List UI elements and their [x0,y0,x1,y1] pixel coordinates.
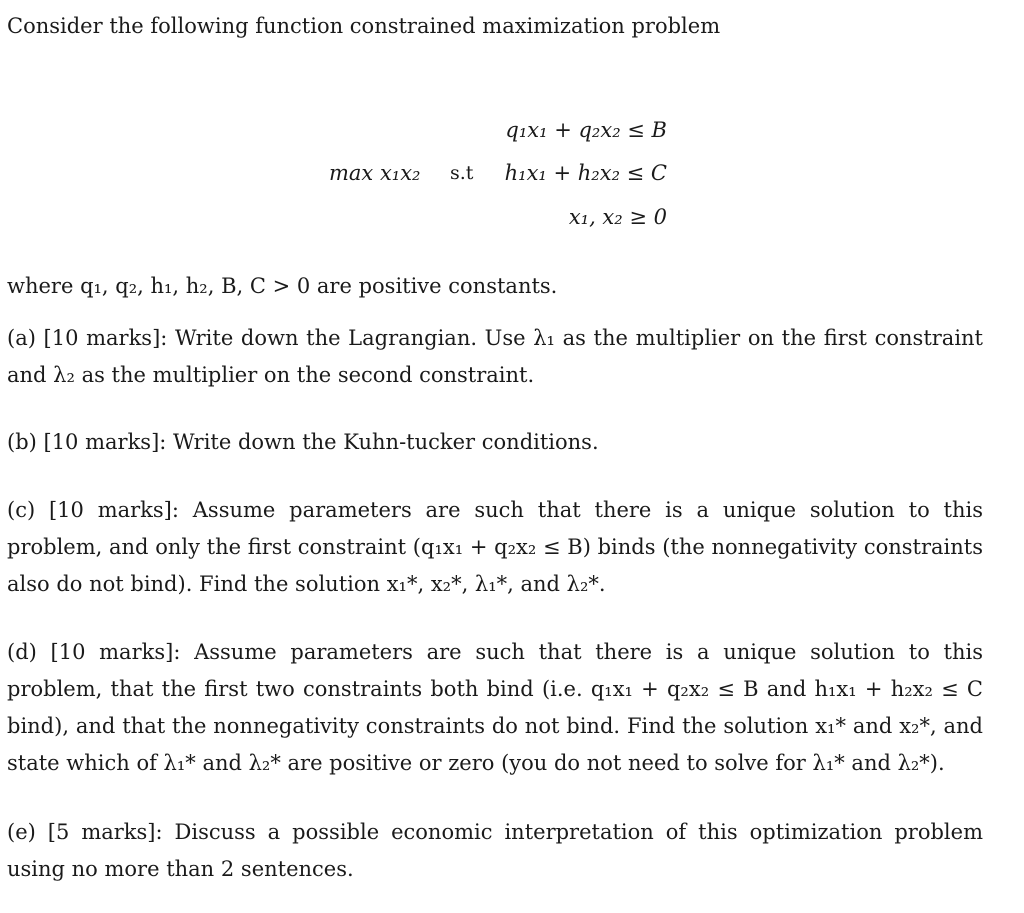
intro-text: Consider the following function constrained maximization problem [7,14,721,38]
where-statement: where q₁, q₂, h₁, h₂, B, C > 0 are positive constants. [7,274,558,298]
question-part-b: (b) [10 marks]: Write down the Kuhn-tucker conditions. [7,430,599,454]
constraint-budget-1: q₁x₁ + q₂x₂ ≤ B [505,118,667,142]
question-part-e: (e) [5 marks]: Discuss a possible economic interpretation of this optimization problem using no more than 2 sentences. [7,820,983,881]
question-part-d: (d) [10 marks]: Assume parameters are such that there is a unique solution to this problem, that the first two constraints both bind (i.e. q₁x₁ + q₂x₂ ≤ B and h₁x₁ + h₂x₂ ≤ C bind), and that the nonnegativity constraints do not bind. Find the solution x₁* and x₂*, and state which of λ₁* and λ₂* are positive or zero (you do not need to solve for λ₁* and λ₂*). [7,640,983,775]
problem-display [317,112,677,242]
question-part-a: (a) [10 marks]: Write down the Lagrangian. Use λ₁ as the multiplier on the first constraint and λ₂ as the multiplier on the second constraint. [7,326,983,387]
constraint-budget-2: h₁x₁ + h₂x₂ ≤ C [504,161,667,185]
objective-function: max x₁x₂ [329,161,421,185]
such-that-label: s.t [450,162,474,184]
question-part-c: (c) [10 marks]: Assume parameters are such that there is a unique solution to this problem, and only the first constraint (q₁x₁ + q₂x₂ ≤ B) binds (the nonnegativity constraints also do not bind). Find the solution x₁*, x₂*, λ₁*, and λ₂*. [7,498,983,596]
constraint-nonnegativity: x₁, x₂ ≥ 0 [568,205,667,229]
